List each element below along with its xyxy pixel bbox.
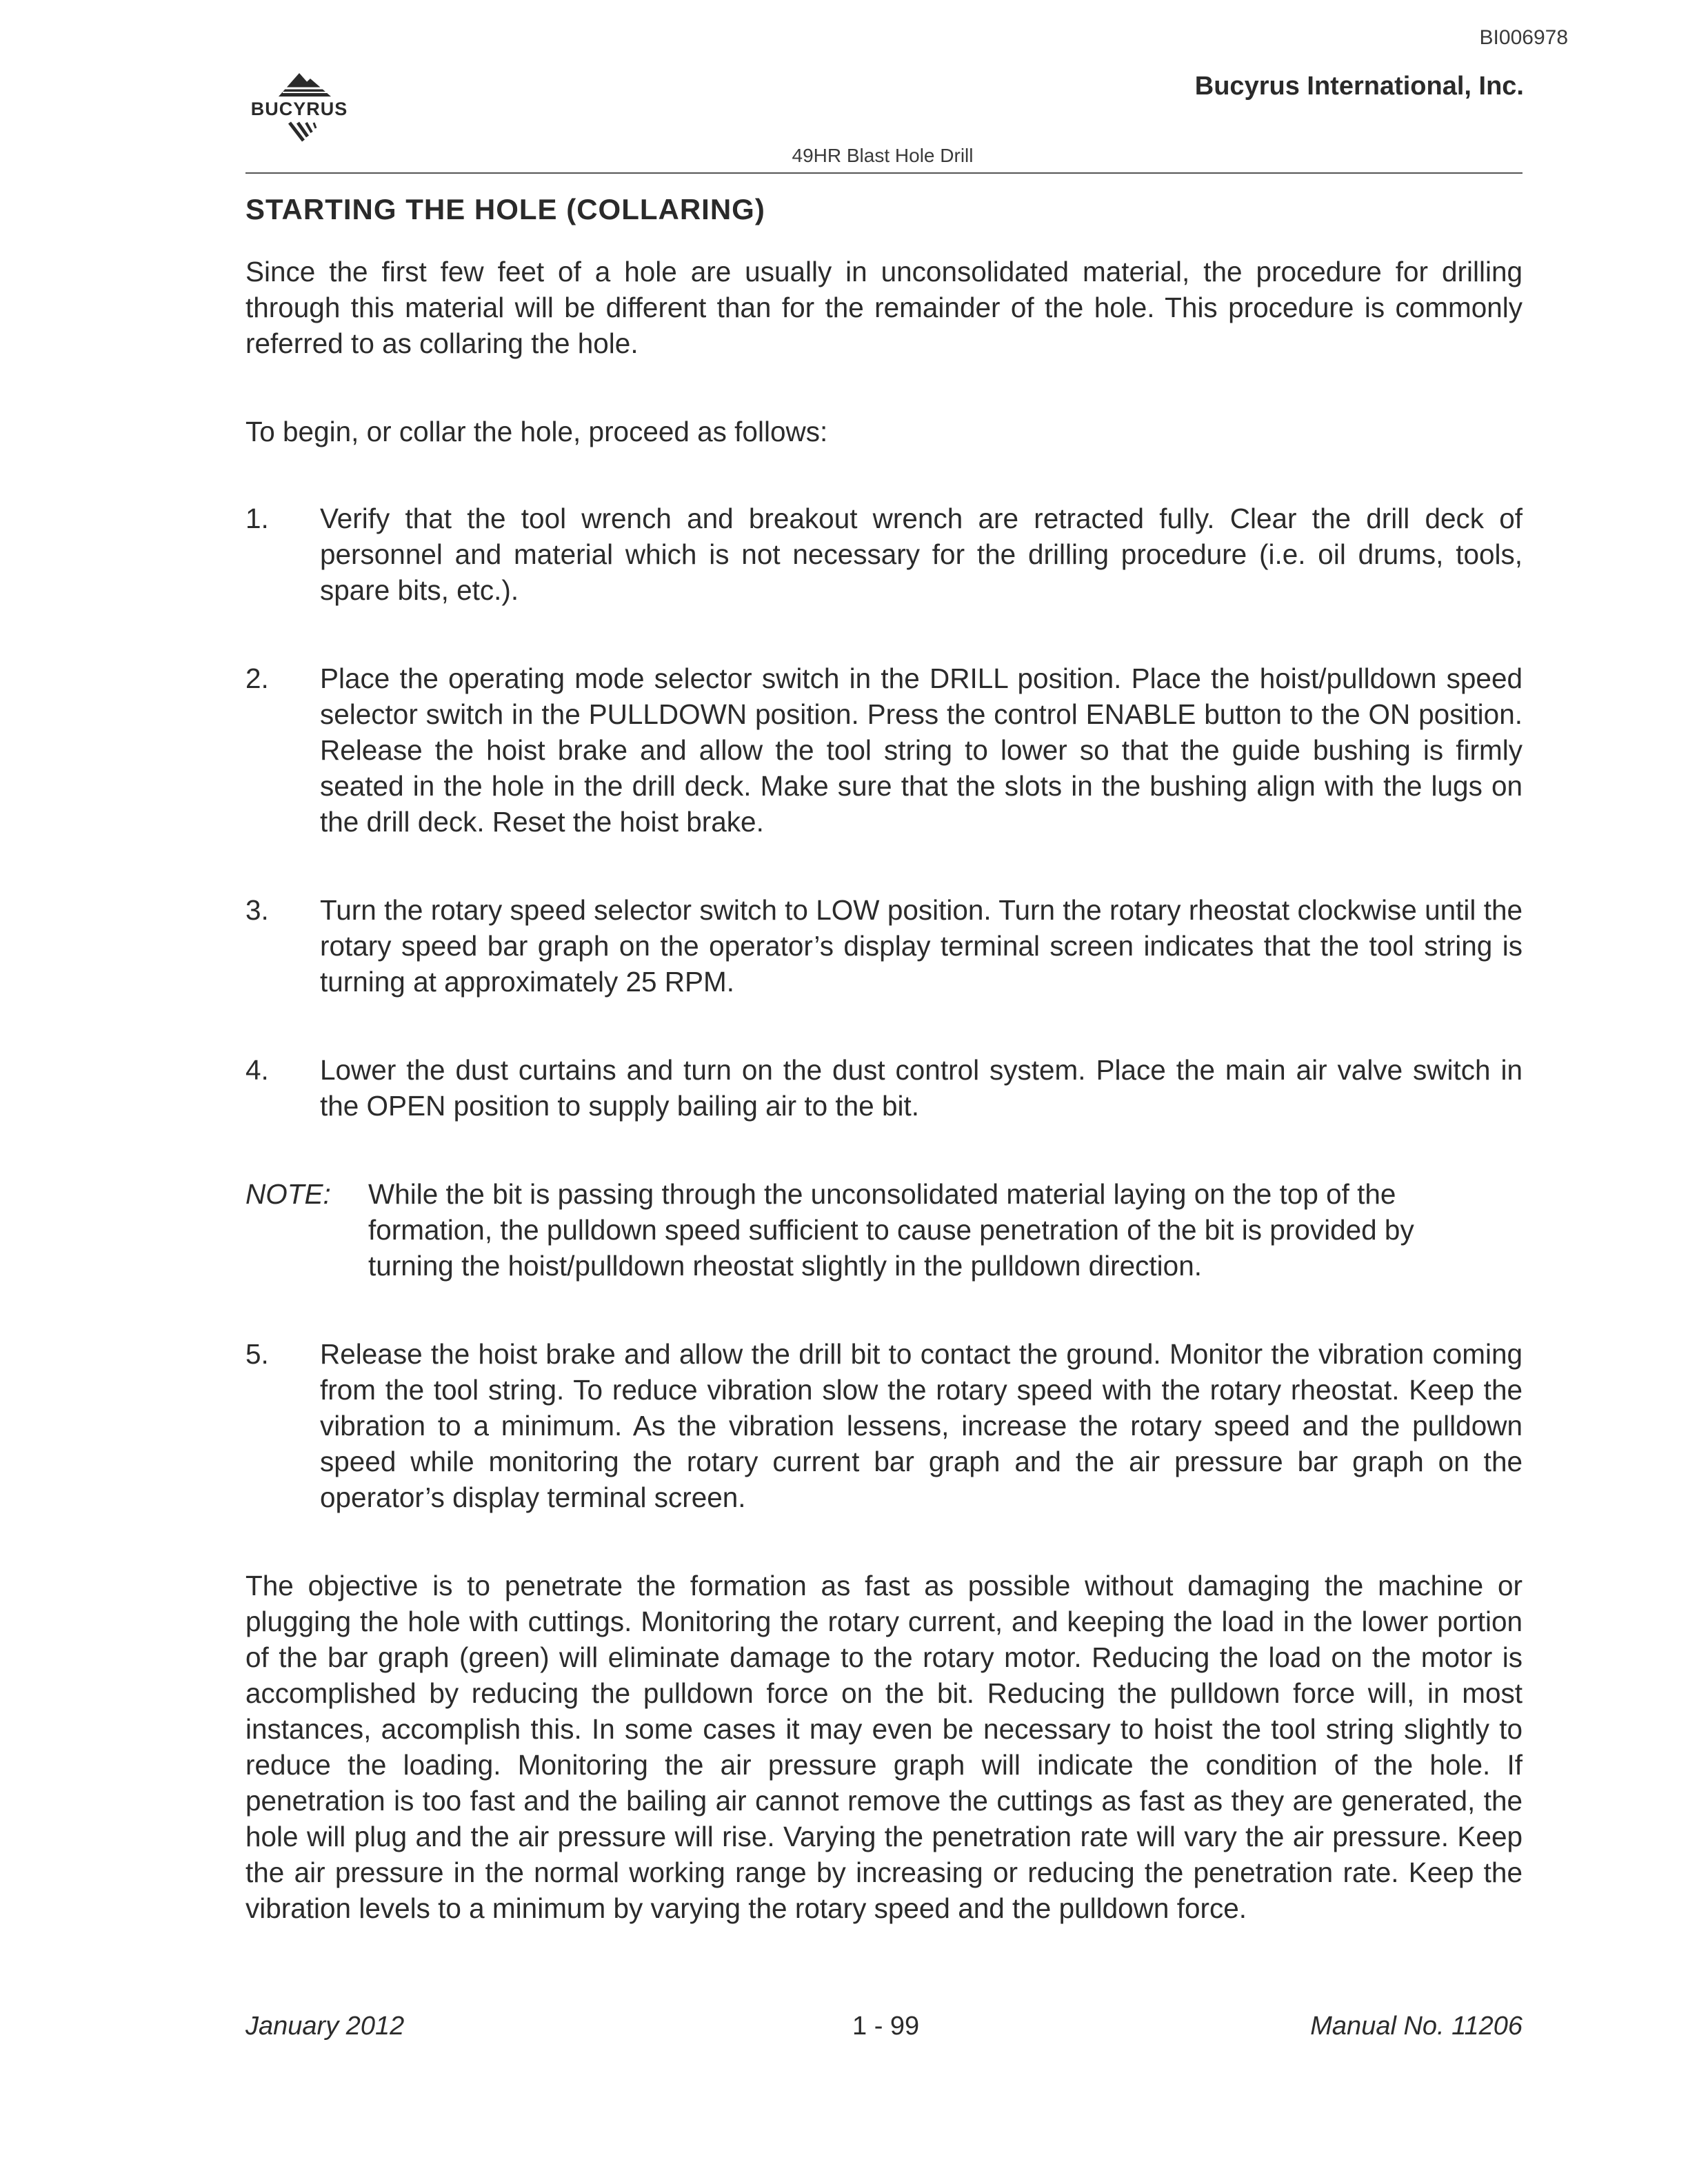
page-footer: [245, 2012, 1523, 2046]
step-item: [245, 892, 1523, 1000]
section-title: STARTING THE HOLE (COLLARING): [245, 193, 765, 225]
product-name: 49HR Blast Hole Drill: [792, 145, 974, 166]
step-text: Place the operating mode selector switch in the DRILL position. Place the hoist/pulldown speed selector switch in the PULLDOWN position. Press the control ENABLE button to the ON position. Release the hoist brake and allow the tool string to lower so that the guide bushing is firmly seated in the hole in the drill deck. Make sure that the slots in the bushing align with the lugs on the drill deck. Reset the hoist brake.: [320, 663, 1523, 838]
step-text: Verify that the tool wrench and breakout wrench are retracted fully. Clear the drill deck of personnel and material which is not necessary for the drilling procedure (i.e. oil drums, tools, spare bits, etc.).: [320, 503, 1523, 606]
step-number: 5.: [245, 1338, 269, 1370]
company-name: Bucyrus International, Inc.: [1194, 72, 1524, 101]
page-content: [245, 188, 1523, 1979]
note-block: [245, 1176, 1523, 1284]
document-id: BI006978: [1479, 26, 1568, 49]
note-label: NOTE:: [245, 1178, 331, 1210]
step-text: Lower the dust curtains and turn on the dust control system. Place the main air valve switch in the OPEN position to supply bailing air to the bit.: [320, 1054, 1523, 1122]
step-number: 3.: [245, 894, 269, 926]
intro-paragraph: Since the first few feet of a hole are usually in unconsolidated material, the procedure for drilling through this material will be different than for the remainder of the hole. This procedure is commonly referred to as collaring the hole.: [245, 256, 1523, 359]
step-number: 2.: [245, 663, 269, 694]
manual-number: Manual No. 11206: [1310, 2012, 1523, 2041]
closing-paragraph: The objective is to penetrate the formation as fast as possible without damaging the machine or plugging the hole with cuttings. Monitoring the rotary current, and keeping the load in the lower portion of the bar graph (green) will eliminate damage to the rotary motor. Reducing the load on the motor is accomplished by reducing the pulldown force on the bit. Reducing the pulldown force will, in most instances, accomplish this. In some cases it may even be necessary to hoist the tool string slightly to reduce the loading. Monitoring the air pressure graph will indicate the condition of the hole. If penetration is too fast and the bailing air cannot remove the cuttings as fast as they are generated, the hole will plug and the air pressure will rise. Varying the penetration rate will vary the air pressure. Keep the air pressure in the normal working range by increasing or reducing the penetration rate. Keep the vibration levels to a minimum by varying the rotary speed and the pulldown force.: [245, 1570, 1523, 1924]
footer-date: January 2012: [245, 2012, 405, 2041]
logo-text: BUCYRUS: [250, 99, 348, 119]
bucyrus-logo: [243, 69, 374, 152]
step-number: 1.: [245, 503, 269, 534]
step-item: [245, 1052, 1523, 1124]
step-item: [245, 501, 1523, 608]
step-item: [245, 660, 1523, 840]
note-text: While the bit is passing through the unconsolidated material laying on the top of the formation, the pulldown speed sufficient to cause penetration of the bit is provided by turning the hoist/pulldown rheostat slightly in the pulldown direction.: [368, 1178, 1414, 1282]
header-divider: [245, 172, 1523, 174]
lead-sentence: To begin, or collar the hole, proceed as follows:: [245, 416, 828, 447]
page-number: 1 - 99: [852, 2012, 920, 2041]
step-item: [245, 1336, 1523, 1515]
step-number: 4.: [245, 1054, 269, 1086]
step-text: Release the hoist brake and allow the drill bit to contact the ground. Monitor the vibration coming from the tool string. To reduce vibration slow the rotary speed with the rotary rheostat. Keep the vibration to a minimum. As the vibration lessens, increase the rotary speed and the pulldown speed while monitoring the rotary current bar graph and the air pressure bar graph on the operator’s display terminal screen.: [320, 1338, 1523, 1513]
step-text: Turn the rotary speed selector switch to LOW position. Turn the rotary rheostat clockwise until the rotary speed bar graph on the operator’s display terminal screen indicates that the tool string is turning at approximately 25 RPM.: [320, 894, 1523, 998]
